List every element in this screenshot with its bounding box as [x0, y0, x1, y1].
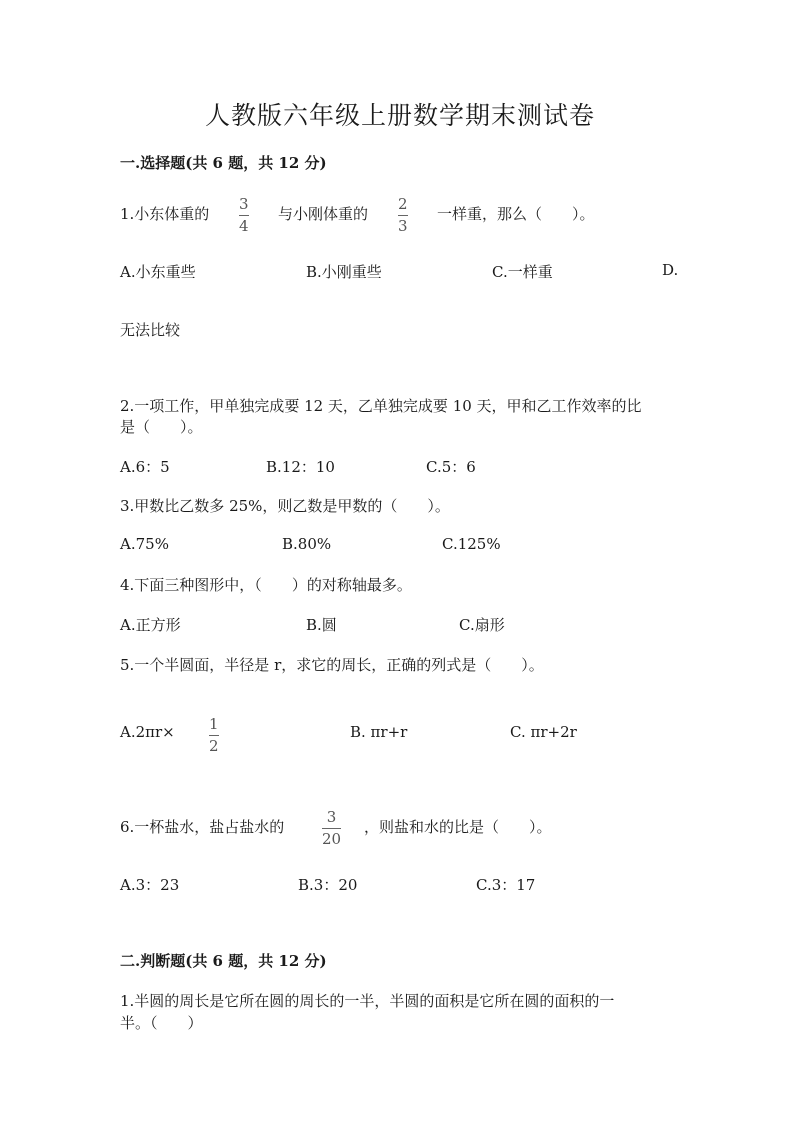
question-2-line-1: 2.一项工作，甲单独完成要 12 天，乙单独完成要 10 天，甲和乙工作效率的比 — [120, 397, 642, 415]
q1-option-b: B.小刚重些 — [306, 263, 382, 281]
fraction-bar — [239, 215, 249, 216]
q2-option-a: A.6：5 — [120, 458, 170, 476]
question-6-text: 6.一杯盐水，盐占盐水的 — [120, 818, 285, 836]
q1-option-a: A.小东重些 — [120, 263, 196, 281]
q5-option-b: B. πr+r — [350, 723, 408, 741]
q1-option-d-text: 无法比较 — [120, 321, 181, 339]
q6-option-b: B.3：20 — [298, 876, 358, 894]
section-heading-judgement: 二.判断题(共 6 题，共 12 分) — [120, 952, 327, 970]
question-1-text: 1.小东体重的 — [120, 205, 210, 223]
fraction-bar — [398, 215, 408, 216]
q6-option-a: A.3：23 — [120, 876, 180, 894]
q2-option-b: B.12：10 — [266, 458, 335, 476]
q3-option-a: A.75% — [120, 535, 169, 553]
question-1-text-3: 一样重，那么（ ）。 — [437, 205, 595, 223]
q1-option-d: D. — [662, 261, 679, 279]
q6-option-c: C.3：17 — [476, 876, 536, 894]
q3-option-b: B.80% — [282, 535, 332, 553]
fraction-numerator: 2 — [398, 195, 408, 213]
q1-option-c: C.一样重 — [492, 263, 553, 281]
question-6-fraction — [322, 809, 341, 848]
section-heading-choice: 一.选择题(共 6 题，共 12 分) — [120, 154, 327, 172]
question-3-text: 3.甲数比乙数多 25%，则乙数是甲数的（ ）。 — [120, 497, 450, 515]
q4-option-a: A.正方形 — [120, 616, 181, 634]
q4-option-c: C.扇形 — [459, 616, 505, 634]
q5-option-a: A.2πr× — [120, 723, 175, 741]
fraction-denominator: 2 — [209, 737, 219, 755]
question-4-text: 4.下面三种图形中，（ ）的对称轴最多。 — [120, 576, 412, 594]
fraction-numerator: 3 — [326, 808, 337, 826]
judgement-question-1-line-2: 半。（ ） — [120, 1014, 203, 1032]
q5-option-c: C. πr+2r — [510, 723, 577, 741]
fraction-numerator: 1 — [209, 715, 219, 733]
q4-option-b: B.圆 — [306, 616, 337, 634]
question-2-line-2: 是（ ）。 — [120, 418, 203, 436]
judgement-question-1-line-1: 1.半圆的周长是它所在圆的周长的一半，半圆的面积是它所在圆的面积的一 — [120, 992, 615, 1010]
fraction-numerator: 3 — [239, 195, 249, 213]
q2-option-c: C.5：6 — [426, 458, 476, 476]
question-1-text-2: 与小刚体重的 — [278, 205, 369, 223]
fraction-denominator: 4 — [239, 217, 249, 235]
question-1-fraction-2 — [398, 196, 408, 235]
page-title: 人教版六年级上册数学期末测试卷 — [204, 101, 595, 130]
q5-option-a-fraction — [209, 716, 219, 755]
fraction-bar — [322, 828, 341, 829]
fraction-denominator: 3 — [398, 217, 408, 235]
q3-option-c: C.125% — [442, 535, 501, 553]
fraction-denominator: 20 — [322, 830, 342, 848]
question-1-fraction-1 — [239, 196, 249, 235]
fraction-bar — [209, 735, 219, 736]
question-5-text: 5.一个半圆面，半径是 r，求它的周长，正确的列式是（ ）。 — [120, 656, 544, 674]
question-6-text-2: ，则盐和水的比是（ ）。 — [364, 818, 552, 836]
